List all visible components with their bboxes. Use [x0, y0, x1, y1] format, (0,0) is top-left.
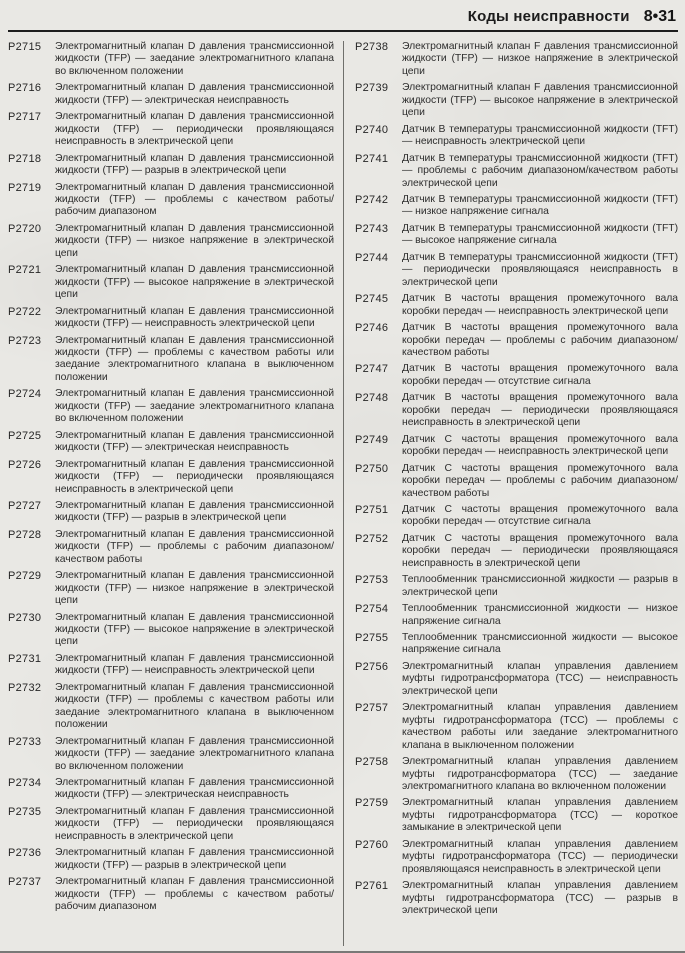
dtc-description: Электромагнитный клапан E давления трансмиссионной жидкости (TFP) — электрическая неисправность — [55, 429, 334, 454]
dtc-entry — [355, 504, 678, 529]
dtc-entry — [8, 529, 334, 566]
dtc-code: P2737 — [8, 876, 42, 889]
dtc-description: Электромагнитный клапан F давления трансмиссионной жидкости (TFP) — заедание электромагнитного клапана во включенном положении — [55, 735, 334, 772]
dtc-entry — [355, 434, 678, 459]
dtc-description: Электромагнитный клапан D давления трансмиссионной жидкости (TFP) — периодически проявляющаяся неисправность в электрической цепи — [55, 111, 334, 148]
page-header — [8, 6, 678, 32]
dtc-description: Теплообменник трансмиссионной жидкости — низкое напряжение сигнала — [402, 603, 678, 627]
dtc-code: P2728 — [8, 528, 42, 541]
dtc-entry — [355, 194, 678, 219]
dtc-code: P2727 — [8, 499, 42, 512]
dtc-code: P2750 — [355, 462, 389, 475]
dtc-entry — [355, 632, 678, 657]
dtc-entry — [355, 463, 678, 500]
dtc-entry — [355, 41, 678, 78]
dtc-entry — [355, 574, 678, 599]
dtc-entry — [355, 797, 678, 834]
dtc-code: P2744 — [355, 251, 389, 264]
dtc-code: P2743 — [355, 222, 389, 235]
dtc-code: P2729 — [8, 570, 42, 583]
dtc-code: P2761 — [355, 880, 389, 893]
dtc-entry — [355, 603, 678, 628]
dtc-code: P2741 — [355, 152, 389, 165]
dtc-description: Электромагнитный клапан E давления трансмиссионной жидкости (TFP) — проблемы с качеством работы или заедание электромагнитного клапана в выключенном положении — [55, 334, 334, 383]
dtc-code: P2731 — [8, 652, 42, 665]
dtc-description: Датчик B частоты вращения промежуточного вала коробки передач — проблемы с рабочим диапазоном/качеством работы — [402, 322, 678, 358]
dtc-entry — [8, 806, 334, 843]
dtc-entry — [8, 41, 334, 78]
dtc-entry — [355, 153, 678, 190]
dtc-description: Датчик B температуры трансмиссионной жидкости (TFT) — высокое напряжение сигнала — [402, 222, 678, 247]
dtc-description: Электромагнитный клапан E давления трансмиссионной жидкости (TFP) — высокое напряжение в электрической цепи — [55, 611, 334, 648]
dtc-code: P2733 — [8, 735, 42, 748]
page-number: 8•31 — [643, 8, 676, 25]
dtc-entry — [8, 335, 334, 385]
dtc-entry — [8, 182, 334, 219]
dtc-code: P2755 — [355, 632, 389, 645]
dtc-entry — [355, 82, 678, 119]
dtc-entry — [355, 702, 678, 752]
dtc-description: Электромагнитный клапан D давления трансмиссионной жидкости (TFP) — проблемы с качеством работы/рабочим диапазоном — [55, 181, 334, 218]
dtc-description: Датчик B частоты вращения промежуточного вала коробки передач — неисправность электрической цепи — [402, 293, 678, 317]
dtc-code: P2753 — [355, 574, 389, 587]
dtc-description: Электромагнитный клапан E давления трансмиссионной жидкости (TFP) — низкое напряжение в электрической цепи — [55, 570, 334, 607]
dtc-code: P2752 — [355, 532, 389, 545]
dtc-entry — [8, 430, 334, 455]
dtc-code: P2746 — [355, 322, 389, 335]
dtc-description: Теплообменник трансмиссионной жидкости — разрыв в электрической цепи — [402, 574, 678, 598]
dtc-description: Электромагнитный клапан управления давлением муфты гидротрансформатора (TCC) — проблемы с качеством работы или заедание электромагнитного клапана в выключенном положении — [402, 702, 678, 751]
dtc-code: P2720 — [8, 222, 42, 235]
dtc-entry — [8, 153, 334, 178]
dtc-description: Электромагнитный клапан F давления трансмиссионной жидкости (TFP) — проблемы с качеством работы/рабочим диапазоном — [55, 876, 334, 913]
dtc-code: P2721 — [8, 264, 42, 277]
dtc-entry — [355, 252, 678, 289]
dtc-description: Датчик C частоты вращения промежуточного вала коробки передач — проблемы с рабочим диапазоном/качеством работы — [402, 462, 678, 499]
dtc-code: P2758 — [355, 756, 389, 769]
dtc-description: Электромагнитный клапан E давления трансмиссионной жидкости (TFP) — разрыв в электрической цепи — [55, 499, 334, 524]
dtc-description: Электромагнитный клапан F давления трансмиссионной жидкости (TFP) — низкое напряжение в электрической цепи — [402, 41, 678, 77]
dtc-description: Электромагнитный клапан F давления трансмиссионной жидкости (TFP) — разрыв в электрической цепи — [55, 847, 334, 871]
dtc-code: P2745 — [355, 293, 389, 306]
dtc-code: P2759 — [355, 797, 389, 810]
dtc-entry — [355, 124, 678, 149]
left-column — [8, 41, 343, 946]
dtc-entry — [8, 82, 334, 107]
dtc-code: P2716 — [8, 82, 42, 95]
dtc-entry — [355, 223, 678, 248]
dtc-entry — [8, 111, 334, 148]
dtc-code: P2732 — [8, 681, 42, 694]
dtc-entry — [8, 682, 334, 732]
dtc-code: P2726 — [8, 458, 42, 471]
dtc-entry — [8, 388, 334, 425]
dtc-description: Теплообменник трансмиссионной жидкости — высокое напряжение сигнала — [402, 632, 678, 656]
dtc-entry — [355, 322, 678, 359]
dtc-description: Электромагнитный клапан F давления трансмиссионной жидкости (TFP) — проблемы с качеством работы или заедание электромагнитного клапана в выключенном положении — [55, 681, 334, 731]
dtc-code: P2718 — [8, 152, 42, 165]
dtc-code: P2739 — [355, 82, 389, 95]
dtc-code: P2717 — [8, 111, 42, 124]
dtc-description: Электромагнитный клапан управления давлением муфты гидротрансформатора (TCC) — короткое замыкание в электрической цепи — [402, 797, 678, 834]
dtc-code: P2742 — [355, 193, 389, 206]
dtc-description: Электромагнитный клапан E давления трансмиссионной жидкости (TFP) — заедание электромагнитного клапана во включенном положении — [55, 388, 334, 425]
dtc-code: P2723 — [8, 334, 42, 347]
dtc-code: P2734 — [8, 777, 42, 790]
dtc-entry — [355, 839, 678, 876]
dtc-description: Электромагнитный клапан F давления трансмиссионной жидкости (TFP) — высокое напряжение в электрической цепи — [402, 82, 678, 119]
dtc-code: P2749 — [355, 433, 389, 446]
trouble-code-columns — [8, 41, 678, 946]
dtc-entry — [355, 293, 678, 318]
dtc-entry — [8, 653, 334, 678]
dtc-entry — [8, 876, 334, 913]
dtc-entry — [355, 363, 678, 388]
dtc-description: Датчик C частоты вращения промежуточного вала коробки передач — неисправность электрической цепи — [402, 433, 678, 458]
dtc-description: Электромагнитный клапан D давления трансмиссионной жидкости (TFP) — электрическая неисправность — [55, 82, 334, 106]
dtc-code: P2754 — [355, 603, 389, 616]
dtc-entry — [355, 880, 678, 917]
dtc-entry — [355, 661, 678, 698]
dtc-description: Датчик C частоты вращения промежуточного вала коробки передач — периодически проявляющаяся неисправность в электрической цепи — [402, 532, 678, 569]
dtc-entry — [8, 223, 334, 260]
dtc-description: Электромагнитный клапан управления давлением муфты гидротрансформатора (TCC) — неисправность электрической цепи — [402, 660, 678, 697]
dtc-entry — [8, 612, 334, 649]
dtc-code: P2760 — [355, 838, 389, 851]
dtc-code: P2722 — [8, 305, 42, 318]
dtc-description: Электромагнитный клапан F давления трансмиссионной жидкости (TFP) — периодически проявляющаяся неисправность в электрической цепи — [55, 805, 334, 842]
dtc-entry — [8, 847, 334, 872]
dtc-description: Электромагнитный клапан управления давлением муфты гидротрансформатора (TCC) — заедание электромагнитного клапана во включенном положении — [402, 756, 678, 793]
dtc-description: Электромагнитный клапан E давления трансмиссионной жидкости (TFP) — неисправность электрической цепи — [55, 305, 334, 330]
dtc-description: Электромагнитный клапан D давления трансмиссионной жидкости (TFP) — высокое напряжение в электрической цепи — [55, 264, 334, 301]
dtc-entry — [8, 736, 334, 773]
dtc-entry — [8, 570, 334, 607]
dtc-description: Датчик B температуры трансмиссионной жидкости (TFT) — проблемы с рабочим диапазоном/качеством работы электрической цепи — [402, 152, 678, 189]
dtc-entry — [8, 264, 334, 301]
dtc-description: Электромагнитный клапан E давления трансмиссионной жидкости (TFP) — проблемы с рабочим диапазоном/качеством работы — [55, 528, 334, 565]
dtc-description: Электромагнитный клапан D давления трансмиссионной жидкости (TFP) — разрыв в электрической цепи — [55, 152, 334, 177]
dtc-code: P2719 — [8, 181, 42, 194]
dtc-description: Электромагнитный клапан F давления трансмиссионной жидкости (TFP) — электрическая неисправность — [55, 777, 334, 801]
dtc-code: P2730 — [8, 611, 42, 624]
dtc-code: P2725 — [8, 429, 42, 442]
dtc-entry — [8, 500, 334, 525]
dtc-description: Датчик B температуры трансмиссионной жидкости (TFT) — низкое напряжение сигнала — [402, 193, 678, 218]
dtc-entry — [8, 459, 334, 496]
dtc-description: Датчик B частоты вращения промежуточного вала коробки передач — отсутствие сигнала — [402, 363, 678, 387]
dtc-entry — [355, 756, 678, 793]
dtc-code: P2735 — [8, 805, 42, 818]
dtc-entry — [8, 777, 334, 802]
dtc-code: P2757 — [355, 702, 389, 715]
dtc-entry — [355, 392, 678, 429]
dtc-code: P2715 — [8, 41, 42, 53]
dtc-code: P2740 — [355, 123, 389, 136]
dtc-description: Датчик B температуры трансмиссионной жидкости (TFT) — периодически проявляющаяся неисправность в электрической цепи — [402, 251, 678, 288]
dtc-description: Датчик C частоты вращения промежуточного вала коробки передач — отсутствие сигнала — [402, 503, 678, 528]
dtc-description: Электромагнитный клапан D давления трансмиссионной жидкости (TFP) — низкое напряжение в электрической цепи — [55, 222, 334, 259]
dtc-code: P2756 — [355, 660, 389, 673]
dtc-description: Датчик B температуры трансмиссионной жидкости (TFT) — неисправность электрической цепи — [402, 123, 678, 148]
dtc-entry — [355, 533, 678, 570]
dtc-code: P2751 — [355, 503, 389, 516]
page-title: Коды неисправности — [467, 8, 630, 25]
dtc-description: Электромагнитный клапан управления давлением муфты гидротрансформатора (TCC) — разрыв в электрической цепи — [402, 880, 678, 917]
dtc-entry — [8, 306, 334, 331]
dtc-description: Электромагнитный клапан F давления трансмиссионной жидкости (TFP) — неисправность электрической цепи — [55, 652, 334, 677]
right-column — [343, 41, 678, 946]
dtc-description: Электромагнитный клапан E давления трансмиссионной жидкости (TFP) — периодически проявляющаяся неисправность в электрической цепи — [55, 458, 334, 495]
dtc-code: P2738 — [355, 41, 389, 53]
dtc-description: Датчик B частоты вращения промежуточного вала коробки передач — периодически проявляющаяся неисправность в электрической цепи — [402, 392, 678, 429]
dtc-code: P2748 — [355, 392, 389, 405]
dtc-description: Электромагнитный клапан D давления трансмиссионной жидкости (TFP) — заедание электромагнитного клапана во включенном положении — [55, 41, 334, 77]
dtc-code: P2736 — [8, 847, 42, 860]
dtc-code: P2724 — [8, 388, 42, 401]
dtc-code: P2747 — [355, 363, 389, 376]
dtc-description: Электромагнитный клапан управления давлением муфты гидротрансформатора (TCC) — периодически проявляющаяся неисправность в электрической цепи — [402, 838, 678, 875]
